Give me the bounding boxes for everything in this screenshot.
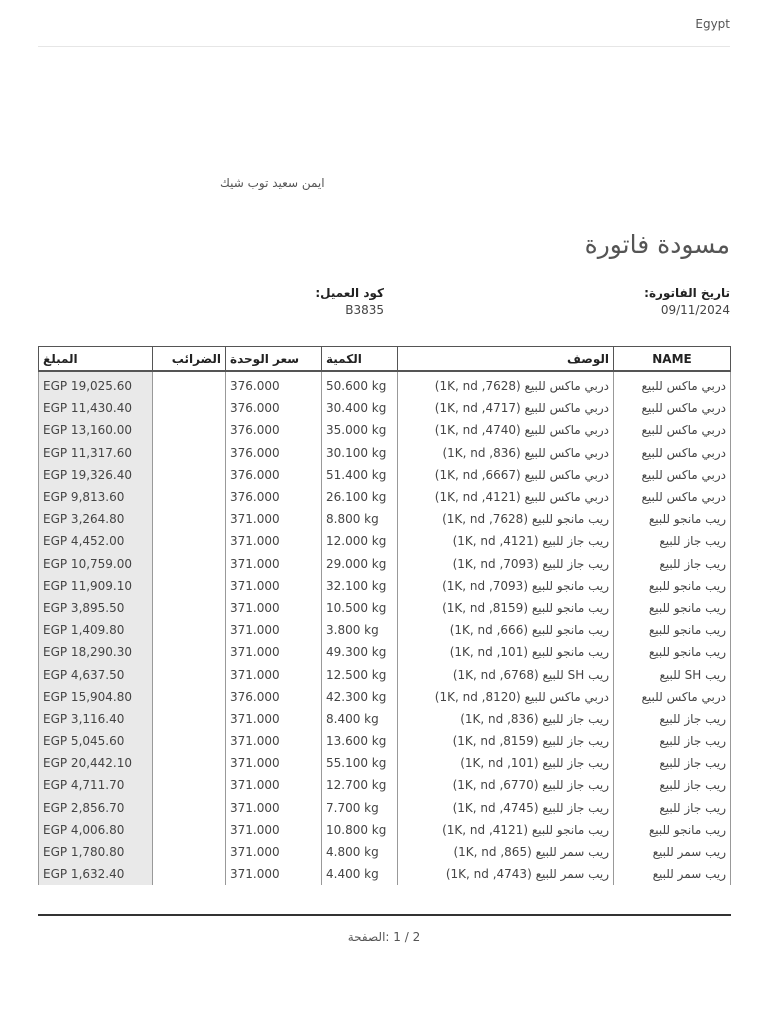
cell-taxes xyxy=(153,797,226,819)
cell-description: ريب SH للبيع (6768, 1K, nd) xyxy=(398,663,614,685)
cell-name: ريب سمر للبيع xyxy=(614,863,731,885)
cell-amount: EGP 19,025.60 xyxy=(39,375,153,397)
cell-description: ريب مانجو للبيع (7093, 1K, nd) xyxy=(398,575,614,597)
table-row xyxy=(39,397,731,419)
cell-description: دربي ماكس للبيع (4740, 1K, nd) xyxy=(398,419,614,441)
table-row xyxy=(39,663,731,685)
table-header-row xyxy=(39,347,731,372)
cell-amount: EGP 2,856.70 xyxy=(39,797,153,819)
cell-amount: EGP 15,904.80 xyxy=(39,686,153,708)
cell-quantity: 7.700 kg xyxy=(322,797,398,819)
cell-quantity: 30.400 kg xyxy=(322,397,398,419)
cell-amount: EGP 1,780.80 xyxy=(39,841,153,863)
cell-name: دربي ماكس للبيع xyxy=(614,442,731,464)
cell-quantity: 55.100 kg xyxy=(322,752,398,774)
cell-amount: EGP 11,317.60 xyxy=(39,442,153,464)
cell-quantity: 3.800 kg xyxy=(322,619,398,641)
cell-description: ريب مانجو للبيع (8159, 1K, nd) xyxy=(398,597,614,619)
table-row xyxy=(39,708,731,730)
table-row xyxy=(39,641,731,663)
cell-amount: EGP 11,430.40 xyxy=(39,397,153,419)
cell-taxes xyxy=(153,730,226,752)
header-description: الوصف xyxy=(398,347,614,372)
header-name: NAME xyxy=(614,347,731,372)
cell-quantity: 49.300 kg xyxy=(322,641,398,663)
table-row xyxy=(39,619,731,641)
cell-amount: EGP 13,160.00 xyxy=(39,419,153,441)
table-row xyxy=(39,730,731,752)
cell-name: ريب جاز للبيع xyxy=(614,797,731,819)
invoice-date-block xyxy=(644,286,730,317)
cell-name: ريب مانجو للبيع xyxy=(614,508,731,530)
cell-description: ريب سمر للبيع (865, 1K, nd) xyxy=(398,841,614,863)
table-row xyxy=(39,419,731,441)
cell-taxes xyxy=(153,641,226,663)
cell-amount: EGP 18,290.30 xyxy=(39,641,153,663)
table-row xyxy=(39,553,731,575)
header-unit-price: سعر الوحدة xyxy=(226,347,322,372)
cell-name: ريب جاز للبيع xyxy=(614,553,731,575)
cell-quantity: 26.100 kg xyxy=(322,486,398,508)
cell-unit-price: 371.000 xyxy=(226,530,322,552)
country-label: Egypt xyxy=(695,17,730,31)
table-row xyxy=(39,442,731,464)
cell-unit-price: 376.000 xyxy=(226,686,322,708)
cell-description: ريب جاز للبيع (6770, 1K, nd) xyxy=(398,774,614,796)
table-body xyxy=(39,371,731,885)
cell-unit-price: 376.000 xyxy=(226,375,322,397)
cell-taxes xyxy=(153,619,226,641)
cell-taxes xyxy=(153,530,226,552)
table-row xyxy=(39,819,731,841)
invoice-date-value: 09/11/2024 xyxy=(660,303,730,317)
cell-taxes xyxy=(153,819,226,841)
page-number: 1 / 2 xyxy=(393,930,421,944)
cell-unit-price: 371.000 xyxy=(226,619,322,641)
cell-unit-price: 376.000 xyxy=(226,464,322,486)
cell-name: دربي ماكس للبيع xyxy=(614,686,731,708)
cell-taxes xyxy=(153,553,226,575)
cell-quantity: 32.100 kg xyxy=(322,575,398,597)
cell-description: ريب جاز للبيع (4745, 1K, nd) xyxy=(398,797,614,819)
cell-taxes xyxy=(153,397,226,419)
header-amount: المبلغ xyxy=(39,347,153,372)
header-taxes: الضرائب xyxy=(153,347,226,372)
header-divider xyxy=(38,46,730,47)
table-row xyxy=(39,686,731,708)
cell-quantity: 12.000 kg xyxy=(322,530,398,552)
cell-unit-price: 371.000 xyxy=(226,663,322,685)
header-quantity: الكمية xyxy=(322,347,398,372)
cell-name: دربي ماكس للبيع xyxy=(614,464,731,486)
cell-taxes xyxy=(153,464,226,486)
cell-description: ريب مانجو للبيع (4121, 1K, nd) xyxy=(398,819,614,841)
cell-unit-price: 376.000 xyxy=(226,397,322,419)
table-row xyxy=(39,752,731,774)
table-row xyxy=(39,464,731,486)
cell-name: ريب سمر للبيع xyxy=(614,841,731,863)
cell-description: ريب جاز للبيع (101, 1K, nd) xyxy=(398,752,614,774)
cell-unit-price: 371.000 xyxy=(226,708,322,730)
cell-quantity: 50.600 kg xyxy=(322,375,398,397)
cell-taxes xyxy=(153,575,226,597)
cell-taxes xyxy=(153,419,226,441)
cell-taxes xyxy=(153,863,226,885)
cell-unit-price: 371.000 xyxy=(226,553,322,575)
cell-amount: EGP 3,116.40 xyxy=(39,708,153,730)
cell-taxes xyxy=(153,841,226,863)
cell-name: ريب SH للبيع xyxy=(614,663,731,685)
cell-amount: EGP 10,759.00 xyxy=(39,553,153,575)
page-label: الصفحة: xyxy=(347,930,390,944)
invoice-lines-table xyxy=(38,346,731,885)
table-row xyxy=(39,863,731,885)
cell-name: دربي ماكس للبيع xyxy=(614,397,731,419)
cell-quantity: 29.000 kg xyxy=(322,553,398,575)
cell-name: ريب مانجو للبيع xyxy=(614,819,731,841)
cell-taxes xyxy=(153,375,226,397)
cell-name: ريب مانجو للبيع xyxy=(614,575,731,597)
cell-description: ريب مانجو للبيع (101, 1K, nd) xyxy=(398,641,614,663)
cell-unit-price: 371.000 xyxy=(226,863,322,885)
cell-quantity: 42.300 kg xyxy=(322,686,398,708)
cell-name: ريب جاز للبيع xyxy=(614,530,731,552)
cell-unit-price: 371.000 xyxy=(226,730,322,752)
cell-description: دربي ماكس للبيع (836, 1K, nd) xyxy=(398,442,614,464)
cell-name: دربي ماكس للبيع xyxy=(614,375,731,397)
company-name: ايمن سعيد توب شيك xyxy=(220,176,325,190)
cell-taxes xyxy=(153,774,226,796)
cell-amount: EGP 9,813.60 xyxy=(39,486,153,508)
customer-code-label: كود العميل: xyxy=(315,286,384,300)
cell-name: ريب جاز للبيع xyxy=(614,730,731,752)
cell-description: ريب جاز للبيع (8159, 1K, nd) xyxy=(398,730,614,752)
cell-unit-price: 376.000 xyxy=(226,419,322,441)
table-row xyxy=(39,774,731,796)
cell-amount: EGP 4,452.00 xyxy=(39,530,153,552)
cell-unit-price: 371.000 xyxy=(226,841,322,863)
cell-description: دربي ماكس للبيع (7628, 1K, nd) xyxy=(398,375,614,397)
page-footer xyxy=(0,930,768,944)
cell-unit-price: 371.000 xyxy=(226,641,322,663)
cell-description: ريب جاز للبيع (836, 1K, nd) xyxy=(398,708,614,730)
cell-name: ريب جاز للبيع xyxy=(614,774,731,796)
cell-name: دربي ماكس للبيع xyxy=(614,486,731,508)
table-row xyxy=(39,575,731,597)
cell-quantity: 30.100 kg xyxy=(322,442,398,464)
customer-code-block xyxy=(315,286,384,317)
table-row xyxy=(39,486,731,508)
cell-amount: EGP 3,264.80 xyxy=(39,508,153,530)
cell-quantity: 10.500 kg xyxy=(322,597,398,619)
cell-quantity: 4.400 kg xyxy=(322,863,398,885)
cell-amount: EGP 4,637.50 xyxy=(39,663,153,685)
cell-description: ريب جاز للبيع (4121, 1K, nd) xyxy=(398,530,614,552)
cell-amount: EGP 1,409.80 xyxy=(39,619,153,641)
cell-quantity: 4.800 kg xyxy=(322,841,398,863)
cell-description: ريب مانجو للبيع (7628, 1K, nd) xyxy=(398,508,614,530)
cell-description: ريب جاز للبيع (7093, 1K, nd) xyxy=(398,553,614,575)
document-title: مسودة فاتورة xyxy=(584,230,730,259)
cell-amount: EGP 4,711.70 xyxy=(39,774,153,796)
cell-unit-price: 371.000 xyxy=(226,597,322,619)
cell-taxes xyxy=(153,708,226,730)
cell-taxes xyxy=(153,442,226,464)
cell-taxes xyxy=(153,663,226,685)
cell-taxes xyxy=(153,508,226,530)
invoice-date-label: تاريخ الفاتورة: xyxy=(644,286,730,300)
cell-amount: EGP 5,045.60 xyxy=(39,730,153,752)
table-row xyxy=(39,797,731,819)
cell-amount: EGP 20,442.10 xyxy=(39,752,153,774)
cell-description: دربي ماكس للبيع (4717, 1K, nd) xyxy=(398,397,614,419)
cell-unit-price: 376.000 xyxy=(226,486,322,508)
table-bottom-divider xyxy=(38,914,731,916)
cell-quantity: 8.800 kg xyxy=(322,508,398,530)
table-row xyxy=(39,508,731,530)
cell-quantity: 8.400 kg xyxy=(322,708,398,730)
cell-quantity: 10.800 kg xyxy=(322,819,398,841)
cell-unit-price: 371.000 xyxy=(226,797,322,819)
table-row xyxy=(39,530,731,552)
cell-description: ريب سمر للبيع (4743, 1K, nd) xyxy=(398,863,614,885)
table-row xyxy=(39,375,731,397)
cell-unit-price: 371.000 xyxy=(226,508,322,530)
table-row xyxy=(39,841,731,863)
cell-name: ريب جاز للبيع xyxy=(614,708,731,730)
cell-amount: EGP 3,895.50 xyxy=(39,597,153,619)
cell-name: ريب مانجو للبيع xyxy=(614,641,731,663)
cell-taxes xyxy=(153,752,226,774)
table-row xyxy=(39,597,731,619)
cell-amount: EGP 11,909.10 xyxy=(39,575,153,597)
cell-name: ريب مانجو للبيع xyxy=(614,597,731,619)
cell-unit-price: 371.000 xyxy=(226,575,322,597)
customer-code-value: B3835 xyxy=(345,303,384,317)
cell-unit-price: 371.000 xyxy=(226,819,322,841)
cell-taxes xyxy=(153,686,226,708)
cell-quantity: 35.000 kg xyxy=(322,419,398,441)
cell-description: دربي ماكس للبيع (8120, 1K, nd) xyxy=(398,686,614,708)
cell-quantity: 12.700 kg xyxy=(322,774,398,796)
cell-quantity: 51.400 kg xyxy=(322,464,398,486)
cell-description: دربي ماكس للبيع (6667, 1K, nd) xyxy=(398,464,614,486)
cell-taxes xyxy=(153,597,226,619)
cell-name: دربي ماكس للبيع xyxy=(614,419,731,441)
cell-description: دربي ماكس للبيع (4121, 1K, nd) xyxy=(398,486,614,508)
cell-name: ريب مانجو للبيع xyxy=(614,619,731,641)
cell-taxes xyxy=(153,486,226,508)
cell-description: ريب مانجو للبيع (666, 1K, nd) xyxy=(398,619,614,641)
cell-amount: EGP 4,006.80 xyxy=(39,819,153,841)
cell-unit-price: 371.000 xyxy=(226,752,322,774)
cell-unit-price: 371.000 xyxy=(226,774,322,796)
cell-name: ريب جاز للبيع xyxy=(614,752,731,774)
cell-unit-price: 376.000 xyxy=(226,442,322,464)
cell-quantity: 13.600 kg xyxy=(322,730,398,752)
cell-amount: EGP 1,632.40 xyxy=(39,863,153,885)
cell-quantity: 12.500 kg xyxy=(322,663,398,685)
cell-amount: EGP 19,326.40 xyxy=(39,464,153,486)
